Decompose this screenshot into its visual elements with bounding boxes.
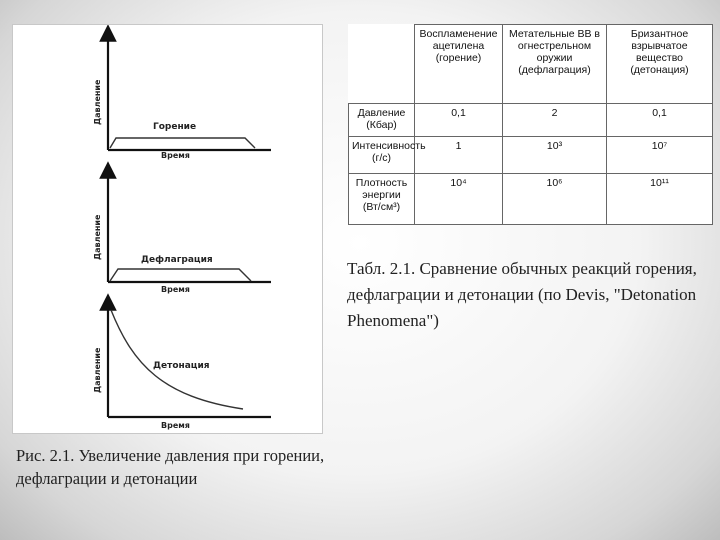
table-cell: 0,1 (607, 104, 713, 137)
table-cell: 0,1 (415, 104, 503, 137)
y-axis-label: Давление (93, 79, 102, 125)
table-row (349, 174, 713, 225)
y-axis-label: Давление (93, 214, 102, 260)
table-cell: 10¹¹ (607, 174, 713, 225)
table-cell: 10⁷ (607, 137, 713, 174)
pressure-time-figure (12, 24, 323, 434)
row-label: Плотность энергии (Вт/см³) (349, 174, 415, 225)
table-corner (349, 25, 415, 104)
figure-caption: Рис. 2.1. Увеличение давления при горении, дефлаграции и детонации (16, 446, 325, 488)
row-label: Интенсивность (г/с) (349, 137, 415, 174)
table-cell: 1 (415, 137, 503, 174)
table-header: Воспламенение ацетилена (горение) (415, 25, 503, 104)
x-axis-label: Время (161, 151, 190, 160)
table-cell: 10⁶ (503, 174, 607, 225)
table-cell: 10³ (503, 137, 607, 174)
x-axis-label: Время (161, 285, 190, 294)
plot-title: Дефлаграция (141, 255, 213, 265)
table-header: Метательные ВВ в огнестрельном оружии (дефлаграция) (503, 25, 607, 104)
x-axis-label: Время (161, 421, 190, 430)
plot-combustion (93, 33, 271, 160)
table-row (349, 104, 713, 137)
table-header: Бризантное взрывчатое вещество (детонация) (607, 25, 713, 104)
pressure-curve (110, 269, 251, 281)
comparison-table (348, 24, 713, 225)
plot-deflagration (93, 170, 271, 294)
table-header-row (349, 25, 713, 104)
pressure-curve (111, 310, 243, 409)
plot-title: Детонация (153, 361, 210, 371)
plot-title: Горение (153, 122, 197, 132)
pressure-plots (13, 25, 324, 435)
table-caption: Табл. 2.1. Сравнение обычных реакций горения, дефлаграции и детонации (по Devis, "Detonation Phenomena") (347, 259, 697, 330)
table-row (349, 137, 713, 174)
row-label: Давление (Кбар) (349, 104, 415, 137)
table-cell: 2 (503, 104, 607, 137)
y-axis-label: Давление (93, 347, 102, 393)
plot-detonation (93, 302, 271, 430)
pressure-curve (110, 138, 255, 148)
table-cell: 10⁴ (415, 174, 503, 225)
